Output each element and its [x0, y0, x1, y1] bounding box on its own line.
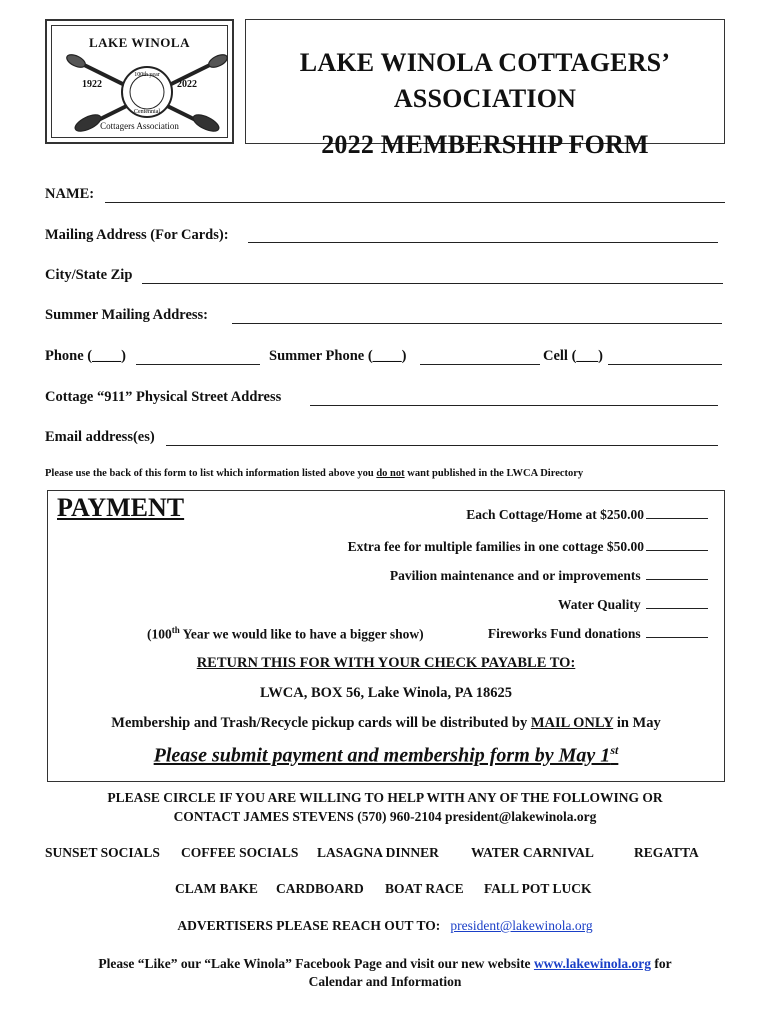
payment-fireworks-amount[interactable] — [646, 637, 708, 638]
payment-extra-fee-amount[interactable] — [646, 550, 708, 551]
summer-phone-field[interactable] — [420, 364, 540, 365]
phone-label: Phone (____) — [45, 348, 126, 364]
logo-ring-top: 100th year — [134, 72, 160, 78]
cards-notice-mail-only: MAIL ONLY — [530, 715, 614, 731]
volunteer-line-1: PLEASE CIRCLE IF YOU ARE WILLING TO HELP WITH ANY OF THE FOLLOWING OR — [107, 790, 663, 805]
mailing-address-field[interactable] — [248, 242, 718, 243]
bigger-show-sup: th — [171, 625, 180, 635]
title-line-3: 2022 MEMBERSHIP FORM — [321, 130, 649, 159]
cottage-address-field[interactable] — [310, 405, 718, 406]
title-line-2: ASSOCIATION — [393, 84, 577, 113]
note-text-after: want published in the LWCA Directory — [404, 468, 584, 479]
volunteer-option-lasagna-dinner[interactable]: LASAGNA DINNER — [317, 845, 439, 860]
cards-notice-pre: Membership and Trash/Recycle pickup cards will be distributed by — [111, 715, 531, 731]
cards-notice — [48, 715, 724, 732]
cards-notice-post: in May — [613, 715, 661, 731]
phone-field[interactable] — [136, 364, 260, 365]
bigger-show-pre: (100 — [147, 626, 172, 642]
volunteer-option-boat-race[interactable]: BOAT RACE — [385, 881, 464, 896]
payment-row-extra-fee-label: Extra fee for multiple families in one cottage $50.00 — [347, 539, 644, 554]
volunteer-option-regatta[interactable]: REGATTA — [634, 845, 699, 860]
name-label: NAME: — [45, 186, 95, 202]
payment-row-fireworks — [488, 626, 708, 642]
payment-cottage-amount[interactable] — [646, 518, 708, 519]
volunteer-option-coffee-socials[interactable]: COFFEE SOCIALS — [181, 845, 299, 860]
payment-row-cottage-label: Each Cottage/Home at $250.00 — [466, 507, 644, 522]
advertisers-label: ADVERTISERS PLEASE REACH OUT TO: — [177, 918, 441, 933]
logo-title: LAKE WINOLA — [89, 35, 190, 50]
logo-ring-bottom: Centennial — [134, 109, 160, 115]
note-do-not: do not — [376, 468, 405, 479]
volunteer-option-clam-bake[interactable]: CLAM BAKE — [175, 881, 258, 896]
footer-post: for — [650, 956, 672, 971]
mailing-address-lwca: LWCA, BOX 56, Lake Winola, PA 18625 — [259, 685, 513, 701]
city-state-zip-field[interactable] — [142, 283, 723, 284]
payment-water-quality-amount[interactable] — [646, 608, 708, 609]
volunteer-option-fall-pot-luck[interactable]: FALL POT LUCK — [484, 881, 592, 896]
payment-section — [47, 490, 725, 782]
footer-pre: Please “Like” our “Lake Winola” Facebook Page and visit our new website — [98, 956, 534, 971]
bigger-show-post: Year we would like to have a bigger show) — [179, 626, 424, 642]
form-title-box — [245, 19, 725, 159]
volunteer-option-cardboard[interactable]: CARDBOARD — [276, 881, 364, 896]
payment-row-pavilion — [390, 568, 708, 584]
volunteer-option-sunset-socials[interactable]: SUNSET SOCIALS — [45, 845, 160, 860]
title-line-1: LAKE WINOLA COTTAGERS’ — [299, 48, 671, 77]
email-label: Email address(es) — [45, 429, 155, 445]
logo-frame — [51, 25, 228, 138]
cell-label: Cell (___) — [543, 348, 603, 364]
logo-year-start: 1922 — [82, 79, 102, 90]
summer-phone-label: Summer Phone (____) — [269, 348, 407, 364]
payment-row-water-quality-label: Water Quality — [558, 597, 644, 612]
payment-pavilion-amount[interactable] — [646, 579, 708, 580]
mailing-address-label: Mailing Address (For Cards): — [45, 227, 229, 243]
bigger-show-note — [147, 625, 424, 643]
directory-note — [45, 468, 583, 479]
summer-mailing-field[interactable] — [232, 323, 722, 324]
note-text-before: Please use the back of this form to list which information listed above you — [45, 468, 377, 479]
cottage-address-label: Cottage “911” Physical Street Address — [45, 389, 282, 405]
city-state-zip-label: City/State Zip — [45, 267, 133, 283]
name-field[interactable] — [105, 202, 725, 203]
return-heading: RETURN THIS FOR WITH YOUR CHECK PAYABLE TO: — [196, 655, 576, 671]
website-link[interactable]: www.lakewinola.org — [533, 956, 651, 971]
deadline-text: Please submit payment and membership form by May 1 — [153, 744, 611, 767]
deadline-sup: st — [610, 743, 619, 757]
payment-row-cottage — [466, 507, 708, 523]
footer-line-1 — [0, 956, 770, 972]
summer-mailing-label: Summer Mailing Address: — [45, 307, 209, 323]
payment-row-pavilion-label: Pavilion maintenance and or improvements — [389, 568, 644, 583]
payment-row-fireworks-label: Fireworks Fund donations — [487, 626, 644, 641]
advertisers-line — [0, 918, 770, 934]
logo-year-end: 2022 — [177, 79, 197, 90]
payment-row-extra-fee — [348, 539, 708, 555]
cell-field[interactable] — [608, 364, 722, 365]
footer-line-2: Calendar and Information — [308, 974, 462, 989]
email-field[interactable] — [166, 445, 718, 446]
payment-title: PAYMENT — [57, 493, 185, 522]
association-logo — [45, 19, 234, 144]
logo-subtitle: Cottagers Association — [100, 121, 179, 131]
payment-row-water-quality — [558, 597, 708, 613]
advertisers-email-link[interactable]: president@lakewinola.org — [450, 918, 593, 933]
submission-deadline — [48, 743, 724, 768]
volunteer-option-water-carnival[interactable]: WATER CARNIVAL — [471, 845, 594, 860]
volunteer-line-2: CONTACT JAMES STEVENS (570) 960-2104 president@lakewinola.org — [173, 809, 597, 824]
